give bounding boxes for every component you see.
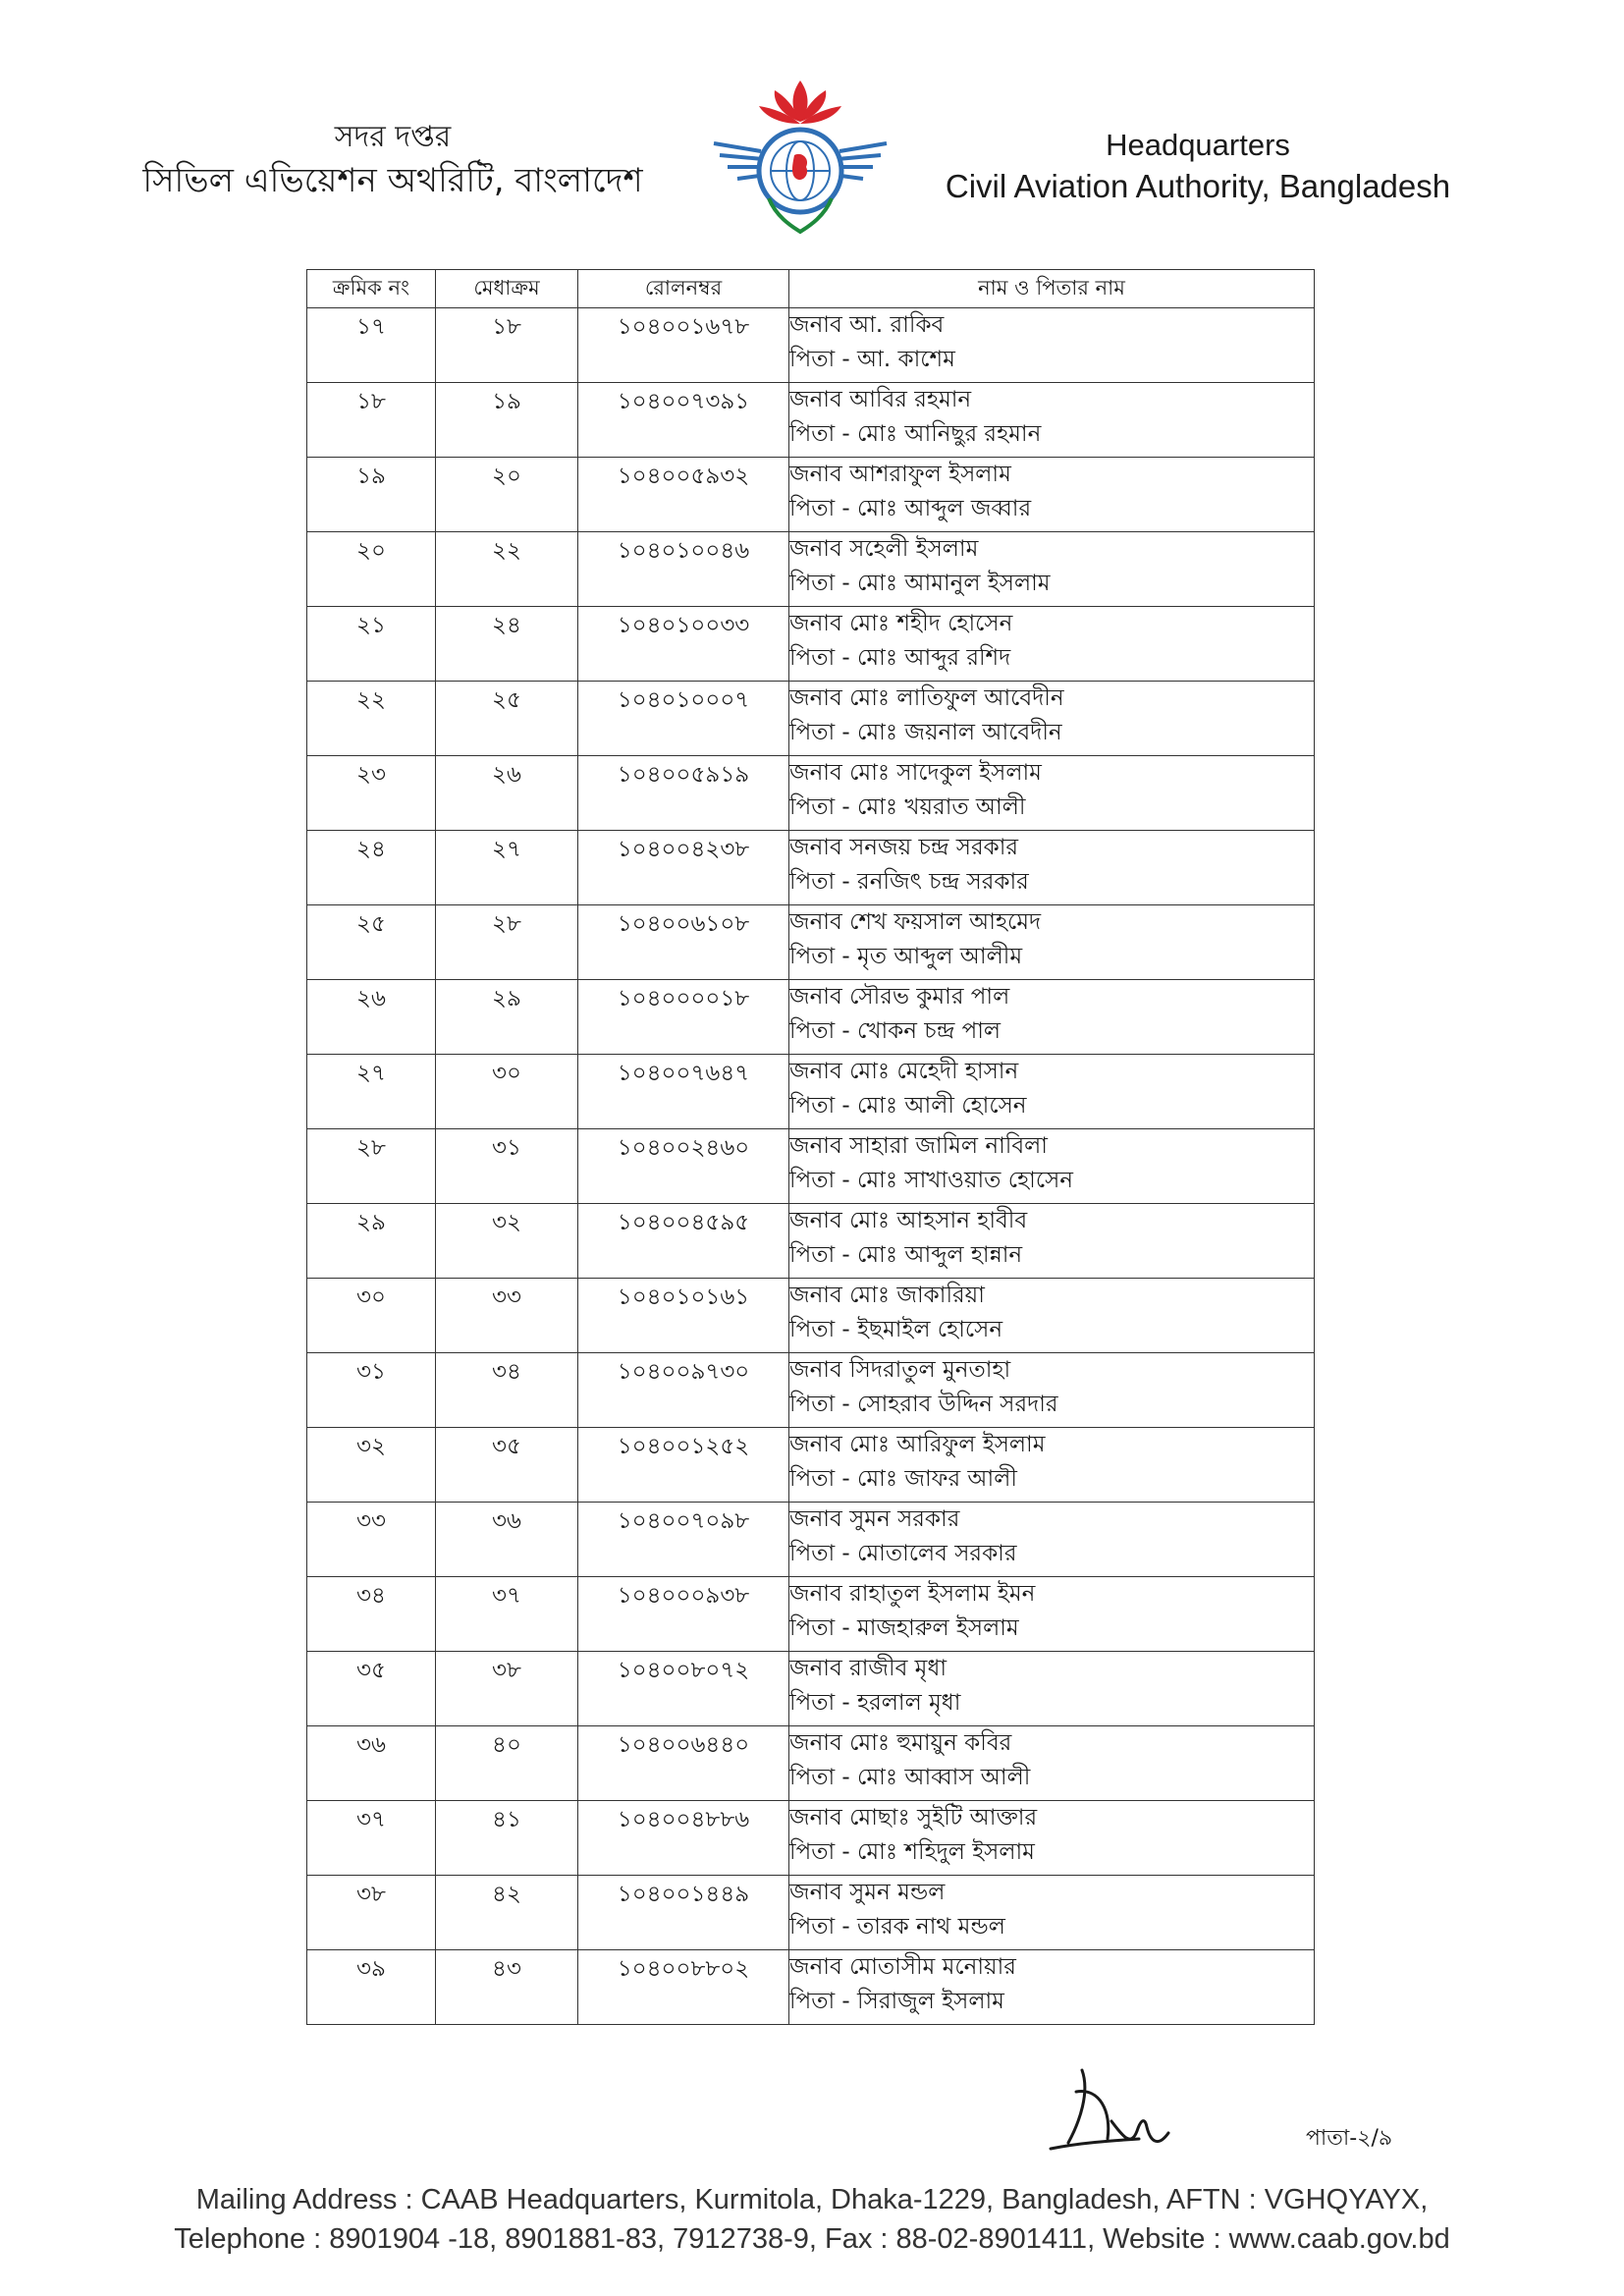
name-cell	[789, 1801, 1315, 1876]
father-name: পিতা - মোঃ আনিছুর রহমান	[789, 421, 1042, 447]
merit-cell: ৪১	[436, 1801, 578, 1876]
merit-cell: ১৮	[436, 308, 578, 383]
candidate-name: জনাব আশরাফুল ইসলাম	[789, 462, 1011, 487]
roll-cell: ১০৪০০৭৬৪৭	[578, 1055, 789, 1129]
candidate-name: জনাব সৌরভ কুমার পাল	[789, 984, 1010, 1010]
name-cell	[789, 458, 1315, 532]
serial-cell: ৩৫	[307, 1652, 436, 1726]
header-english-line2: Civil Aviation Authority, Bangladesh	[945, 168, 1451, 204]
name-cell	[789, 1129, 1315, 1204]
candidate-name: জনাব রাজীব মৃধা	[789, 1656, 947, 1681]
candidate-name: জনাব সিদরাতুল মুনতাহা	[789, 1357, 1011, 1383]
table-header-row	[307, 270, 1315, 308]
table-row	[307, 383, 1315, 458]
merit-cell: ৩১	[436, 1129, 578, 1204]
table-row	[307, 1950, 1315, 2025]
name-cell	[789, 1652, 1315, 1726]
name-cell	[789, 1055, 1315, 1129]
header-bangla	[118, 118, 668, 204]
header-english-line1: Headquarters	[1106, 128, 1290, 162]
serial-cell: ৩০	[307, 1279, 436, 1353]
table-row	[307, 1129, 1315, 1204]
serial-cell: ২২	[307, 682, 436, 756]
table-row	[307, 532, 1315, 607]
roll-cell: ১০৪০০৪৫৯৫	[578, 1204, 789, 1279]
candidate-table	[306, 269, 1315, 2025]
candidate-name: জনাব মোঃ লাতিফুল আবেদীন	[789, 685, 1064, 711]
roll-cell: ১০৪০০৬১০৮	[578, 905, 789, 980]
roll-cell: ১০৪০০২৪৬০	[578, 1129, 789, 1204]
candidate-name: জনাব রাহাতুল ইসলাম ইমন	[789, 1581, 1036, 1607]
name-cell	[789, 1577, 1315, 1652]
signature-image	[1021, 2062, 1208, 2170]
table-row	[307, 1503, 1315, 1577]
name-cell	[789, 756, 1315, 831]
name-cell	[789, 1876, 1315, 1950]
serial-cell: ২১	[307, 607, 436, 682]
table-row	[307, 831, 1315, 905]
serial-cell: ৩৮	[307, 1876, 436, 1950]
candidate-name: জনাব শেখ ফয়সাল আহমেদ	[789, 909, 1042, 935]
serial-cell: ২৮	[307, 1129, 436, 1204]
merit-cell: ৪০	[436, 1726, 578, 1801]
roll-cell: ১০৪০১০১৬১	[578, 1279, 789, 1353]
father-name: পিতা - মোতালেব সরকার	[789, 1541, 1017, 1566]
father-name: পিতা - মোঃ জাফর আলী	[789, 1466, 1017, 1492]
name-cell	[789, 1503, 1315, 1577]
merit-cell: ২৭	[436, 831, 578, 905]
merit-cell: ৩০	[436, 1055, 578, 1129]
table-row	[307, 1876, 1315, 1950]
header-name: নাম ও পিতার নাম	[789, 270, 1315, 308]
table-body	[307, 308, 1315, 2025]
name-cell	[789, 1726, 1315, 1801]
header-bangla-line1: সদর দপ্তর	[334, 120, 452, 154]
serial-cell: ৩৩	[307, 1503, 436, 1577]
roll-cell: ১০৪০০১৪৪৯	[578, 1876, 789, 1950]
serial-cell: ২৩	[307, 756, 436, 831]
table-row	[307, 1204, 1315, 1279]
merit-cell: ২৮	[436, 905, 578, 980]
candidate-name: জনাব সাহারা জামিল নাবিলা	[789, 1133, 1048, 1159]
candidate-name: জনাব মোতাসীম মনোয়ার	[789, 1954, 1016, 1980]
table-row	[307, 607, 1315, 682]
father-name: পিতা - মোঃ শহিদুল ইসলাম	[789, 1839, 1035, 1865]
father-name: পিতা - রনজিৎ চন্দ্র সরকার	[789, 869, 1029, 895]
name-cell	[789, 607, 1315, 682]
serial-cell: ২৭	[307, 1055, 436, 1129]
father-name: পিতা - তারক নাথ মন্ডল	[789, 1914, 1005, 1940]
candidate-name: জনাব সহেলী ইসলাম	[789, 536, 979, 562]
name-cell	[789, 1428, 1315, 1503]
header-merit: মেধাক্রম	[436, 270, 578, 308]
name-cell	[789, 1279, 1315, 1353]
table-row	[307, 1652, 1315, 1726]
father-name: পিতা - মোঃ সাখাওয়াত হোসেন	[789, 1168, 1073, 1193]
serial-cell: ৩৪	[307, 1577, 436, 1652]
roll-cell: ১০৪০০৭০৯৮	[578, 1503, 789, 1577]
candidate-name: জনাব আবির রহমান	[789, 387, 972, 412]
name-cell	[789, 831, 1315, 905]
merit-cell: ৪৩	[436, 1950, 578, 2025]
father-name: পিতা - মোঃ আলী হোসেন	[789, 1093, 1027, 1119]
serial-cell: ১৭	[307, 308, 436, 383]
candidate-name: জনাব মোঃ মেহেদী হাসান	[789, 1059, 1019, 1084]
name-cell	[789, 980, 1315, 1055]
roll-cell: ১০৪০১০০০৭	[578, 682, 789, 756]
table-row	[307, 756, 1315, 831]
table-row	[307, 980, 1315, 1055]
merit-cell: ৩৬	[436, 1503, 578, 1577]
roll-cell: ১০৪০০১৬৭৮	[578, 308, 789, 383]
roll-cell: ১০৪০০৬৪৪০	[578, 1726, 789, 1801]
father-name: পিতা - মোঃ আমানুল ইসলাম	[789, 571, 1051, 596]
serial-cell: ২৯	[307, 1204, 436, 1279]
name-cell	[789, 383, 1315, 458]
merit-cell: ৩২	[436, 1204, 578, 1279]
father-name: পিতা - ইছমাইল হোসেন	[789, 1317, 1003, 1342]
candidate-name: জনাব মোঃ হুমায়ুন কবির	[789, 1730, 1012, 1756]
candidate-name: জনাব মোঃ সাদেকুল ইসলাম	[789, 760, 1042, 786]
roll-cell: ১০৪০০৯৭৩০	[578, 1353, 789, 1428]
candidate-name: জনাব মোছাঃ সুইটি আক্তার	[789, 1805, 1038, 1831]
caab-logo-icon	[712, 73, 889, 249]
table-row	[307, 1353, 1315, 1428]
table-row	[307, 1279, 1315, 1353]
candidate-name: জনাব সনজয় চন্দ্র সরকার	[789, 835, 1019, 860]
table-row	[307, 308, 1315, 383]
father-name: পিতা - সিরাজুল ইসলাম	[789, 1989, 1004, 2014]
roll-cell: ১০৪০১০০৩৩	[578, 607, 789, 682]
footer-mailing-address: Mailing Address : CAAB Headquarters, Kurmitola, Dhaka-1229, Bangladesh, AFTN : VGHQYAYX,	[195, 2184, 1429, 2215]
merit-cell: ৪২	[436, 1876, 578, 1950]
name-cell	[789, 1353, 1315, 1428]
merit-cell: ১৯	[436, 383, 578, 458]
father-name: পিতা - মোঃ আব্দুল জব্বার	[789, 496, 1032, 521]
father-name: পিতা - আ. কাশেম	[789, 347, 955, 372]
father-name: পিতা - হরলাল মৃধা	[789, 1690, 961, 1716]
candidate-name: জনাব মোঃ আরিফুল ইসলাম	[789, 1432, 1046, 1457]
header-serial: ক্রমিক নং	[307, 270, 436, 308]
table-row	[307, 1055, 1315, 1129]
serial-cell: ২৪	[307, 831, 436, 905]
roll-cell: ১০৪০১০০৪৬	[578, 532, 789, 607]
header-roll: রোলনম্বর	[578, 270, 789, 308]
table-row	[307, 1801, 1315, 1876]
merit-cell: ৩৫	[436, 1428, 578, 1503]
merit-cell: ২৫	[436, 682, 578, 756]
roll-cell: ১০৪০০৫৯৩২	[578, 458, 789, 532]
name-cell	[789, 1950, 1315, 2025]
candidate-name: জনাব আ. রাকিব	[789, 312, 945, 338]
serial-cell: ৩২	[307, 1428, 436, 1503]
roll-cell: ১০৪০০৮৮০২	[578, 1950, 789, 2025]
father-name: পিতা - মোঃ খয়রাত আলী	[789, 794, 1026, 820]
roll-cell: ১০৪০০৫৯১৯	[578, 756, 789, 831]
merit-cell: ২০	[436, 458, 578, 532]
father-name: পিতা - মৃত আব্দুল আলীম	[789, 944, 1023, 969]
roll-cell: ১০৪০০৭৩৯১	[578, 383, 789, 458]
serial-cell: ৩৭	[307, 1801, 436, 1876]
serial-cell: ৩১	[307, 1353, 436, 1428]
candidate-name: জনাব সুমন মন্ডল	[789, 1880, 946, 1905]
table-row	[307, 682, 1315, 756]
candidate-name: জনাব সুমন সরকার	[789, 1506, 960, 1532]
father-name: পিতা - মোঃ আব্বাস আলী	[789, 1765, 1031, 1790]
serial-cell: ৩৬	[307, 1726, 436, 1801]
candidate-name: জনাব মোঃ জাকারিয়া	[789, 1283, 985, 1308]
table-row	[307, 458, 1315, 532]
father-name: পিতা - মাজহারুল ইসলাম	[789, 1615, 1019, 1641]
header-bangla-line2: সিভিল এভিয়েশন অথরিটি, বাংলাদেশ	[142, 161, 643, 200]
name-cell	[789, 682, 1315, 756]
footer-contact: Telephone : 8901904 -18, 8901881-83, 7912738-9, Fax : 88-02-8901411, Website : www.caab.gov.bd	[174, 2223, 1450, 2255]
table-row	[307, 1577, 1315, 1652]
merit-cell: ২৬	[436, 756, 578, 831]
serial-cell: ২৬	[307, 980, 436, 1055]
father-name: পিতা - খোকন চন্দ্র পাল	[789, 1018, 1001, 1044]
table-row	[307, 905, 1315, 980]
merit-cell: ২৪	[436, 607, 578, 682]
table-row	[307, 1428, 1315, 1503]
header-english	[913, 126, 1483, 208]
father-name: পিতা - মোঃ আব্দুর রশিদ	[789, 645, 1011, 671]
father-name: পিতা - মোঃ জয়নাল আবেদীন	[789, 720, 1062, 745]
merit-cell: ৩৮	[436, 1652, 578, 1726]
roll-cell: ১০৪০০১২৫২	[578, 1428, 789, 1503]
merit-cell: ৩৪	[436, 1353, 578, 1428]
page-number: পাতা-২/৯	[1306, 2126, 1393, 2151]
father-name: পিতা - মোঃ আব্দুল হান্নান	[789, 1242, 1023, 1268]
serial-cell: ২০	[307, 532, 436, 607]
merit-cell: ২২	[436, 532, 578, 607]
serial-cell: ২৫	[307, 905, 436, 980]
serial-cell: ১৮	[307, 383, 436, 458]
roll-cell: ১০৪০০৪৮৮৬	[578, 1801, 789, 1876]
father-name: পিতা - সোহরাব উদ্দিন সরদার	[789, 1392, 1058, 1417]
merit-cell: ২৯	[436, 980, 578, 1055]
roll-cell: ১০৪০০০৯৩৮	[578, 1577, 789, 1652]
merit-cell: ৩৩	[436, 1279, 578, 1353]
merit-cell: ৩৭	[436, 1577, 578, 1652]
serial-cell: ৩৯	[307, 1950, 436, 2025]
serial-cell: ১৯	[307, 458, 436, 532]
roll-cell: ১০৪০০৪২৩৮	[578, 831, 789, 905]
name-cell	[789, 1204, 1315, 1279]
table-row	[307, 1726, 1315, 1801]
name-cell	[789, 532, 1315, 607]
name-cell	[789, 308, 1315, 383]
roll-cell: ১০৪০০০০১৮	[578, 980, 789, 1055]
name-cell	[789, 905, 1315, 980]
candidate-name: জনাব মোঃ শহীদ হোসেন	[789, 611, 1013, 636]
candidate-name: জনাব মোঃ আহসান হাবীব	[789, 1208, 1028, 1233]
roll-cell: ১০৪০০৮০৭২	[578, 1652, 789, 1726]
footer	[0, 2180, 1624, 2259]
